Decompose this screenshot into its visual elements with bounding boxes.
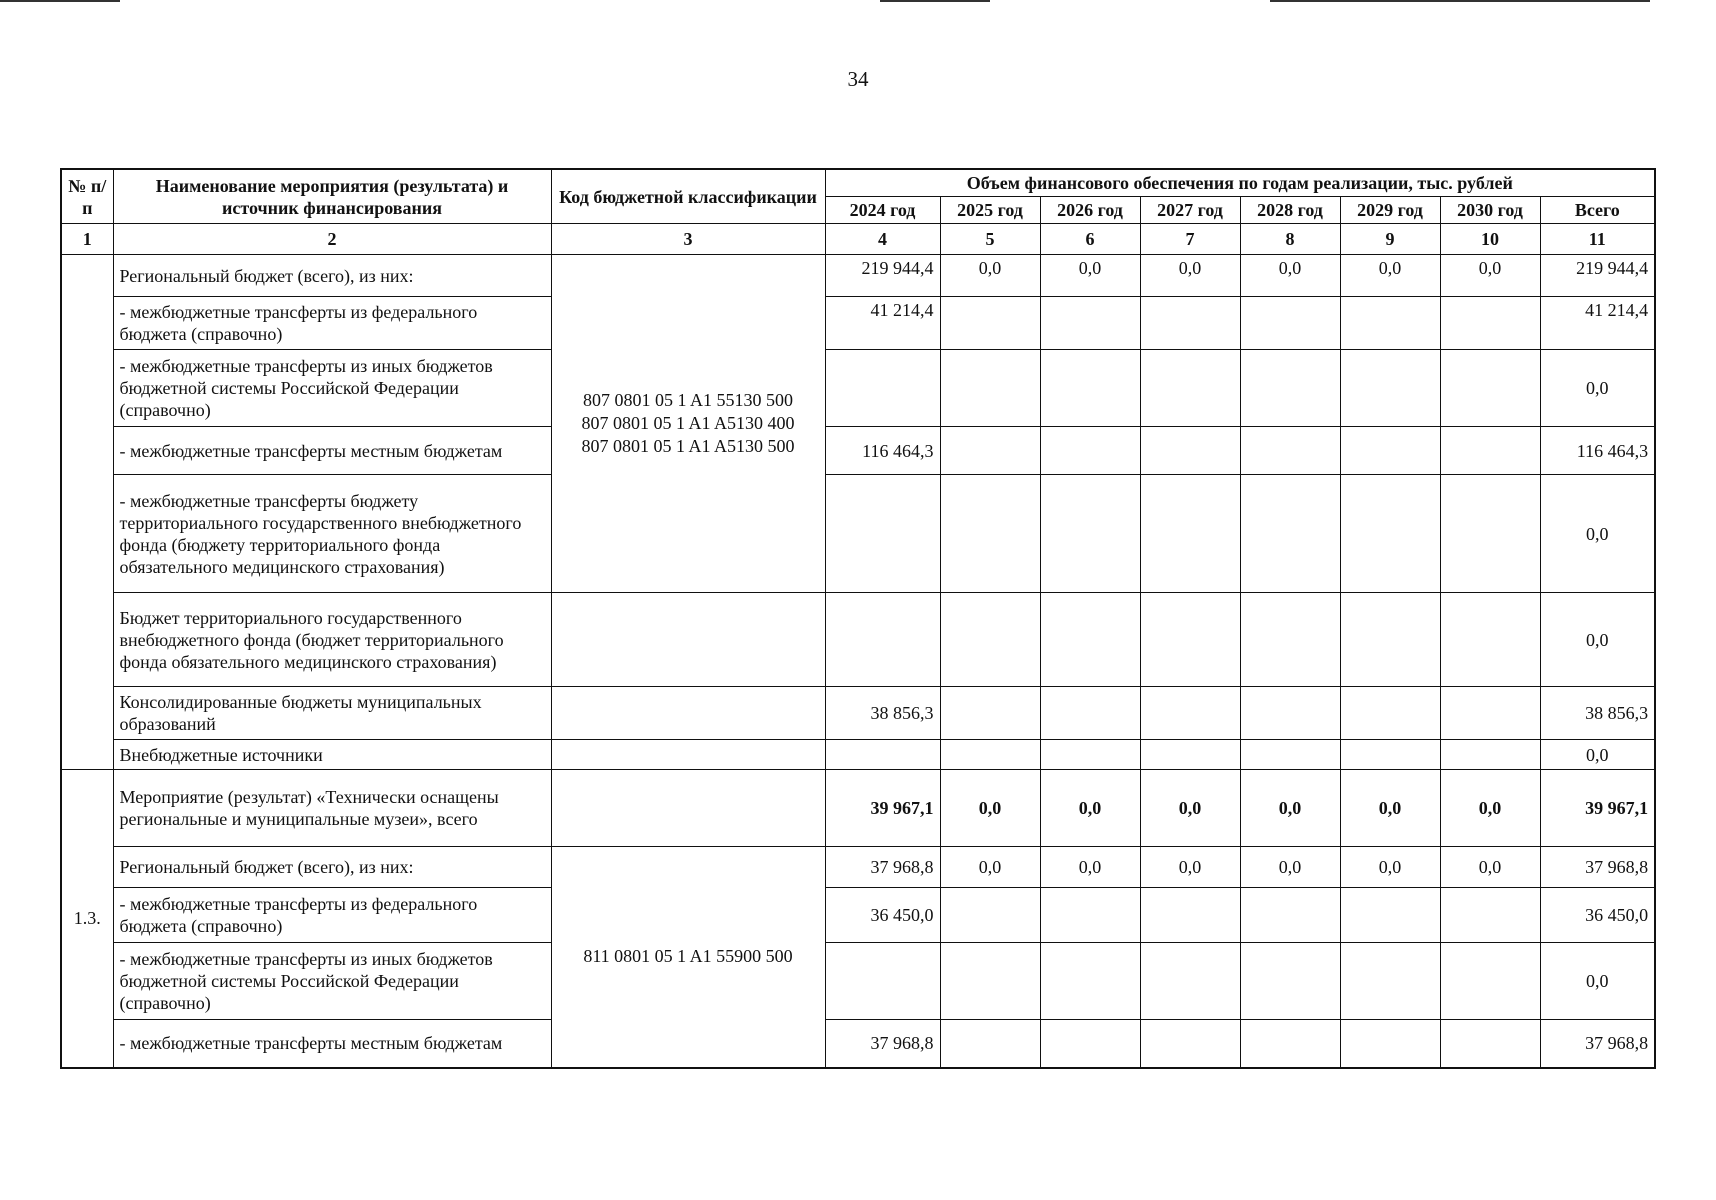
value-cell: 0,0 — [1440, 255, 1540, 297]
value-cell — [1140, 740, 1240, 770]
value-cell: 0,0 — [940, 770, 1040, 847]
code-cell-empty — [551, 593, 825, 687]
table-row — [61, 888, 1655, 943]
code-cell-empty — [551, 740, 825, 770]
value-cell — [940, 740, 1040, 770]
value-cell — [1240, 475, 1340, 593]
value-cell: 37 968,8 — [825, 1020, 940, 1068]
value-cell — [940, 888, 1040, 943]
table-row — [61, 297, 1655, 350]
column-index: 6 — [1040, 224, 1140, 255]
budget-table — [60, 168, 1656, 1069]
value-cell — [825, 943, 940, 1020]
value-cell — [1240, 593, 1340, 687]
value-cell: 0,0 — [1340, 770, 1440, 847]
value-cell — [1440, 943, 1540, 1020]
value-cell — [1140, 687, 1240, 740]
header-total: Всего — [1540, 197, 1655, 224]
row-name: Бюджет территориального государственного внебюджетного фонда (бюджет территориального фонда обязательного медицинского страхования) — [113, 593, 551, 687]
value-cell — [940, 943, 1040, 1020]
value-cell: 0,0 — [1440, 770, 1540, 847]
header-no: № п/п — [61, 169, 113, 224]
column-index: 7 — [1140, 224, 1240, 255]
value-cell: 0,0 — [1340, 847, 1440, 888]
value-cell: 0,0 — [1140, 770, 1240, 847]
header-code: Код бюджетной классификации — [551, 169, 825, 224]
budget-code: 811 0801 05 1 A1 55900 500 — [551, 847, 825, 1068]
row-name: - межбюджетные трансферты местным бюджетам — [113, 1020, 551, 1068]
value-cell — [1140, 350, 1240, 427]
value-cell — [1040, 475, 1140, 593]
value-cell — [1140, 943, 1240, 1020]
value-cell — [1340, 475, 1440, 593]
table-header — [61, 169, 1655, 255]
table-row — [61, 1020, 1655, 1068]
row-name: - межбюджетные трансферты из иных бюджетов бюджетной системы Российской Федерации (справочно) — [113, 943, 551, 1020]
column-index: 10 — [1440, 224, 1540, 255]
value-cell — [940, 1020, 1040, 1068]
value-cell: 0,0 — [940, 847, 1040, 888]
value-cell — [1040, 297, 1140, 350]
value-cell — [1340, 740, 1440, 770]
value-cell — [1340, 427, 1440, 475]
value-cell — [825, 350, 940, 427]
scan-edge-right — [1270, 0, 1650, 2]
value-cell — [940, 687, 1040, 740]
value-cell: 37 968,8 — [825, 847, 940, 888]
value-cell: 0,0 — [1040, 255, 1140, 297]
row-number-empty — [61, 255, 113, 770]
value-cell: 0,0 — [1340, 255, 1440, 297]
column-index: 1 — [61, 224, 113, 255]
total-cell: 38 856,3 — [1540, 687, 1655, 740]
row-name: - межбюджетные трансферты местным бюджетам — [113, 427, 551, 475]
value-cell — [1140, 593, 1240, 687]
value-cell — [940, 475, 1040, 593]
value-cell: 0,0 — [1140, 255, 1240, 297]
value-cell: 0,0 — [1240, 770, 1340, 847]
total-cell: 41 214,4 — [1540, 297, 1655, 350]
value-cell — [1140, 427, 1240, 475]
table-row — [61, 475, 1655, 593]
value-cell — [940, 427, 1040, 475]
value-cell: 0,0 — [1140, 847, 1240, 888]
value-cell — [1040, 943, 1140, 1020]
value-cell: 0,0 — [1040, 770, 1140, 847]
value-cell — [1140, 297, 1240, 350]
value-cell — [1440, 427, 1540, 475]
value-cell: 0,0 — [1440, 847, 1540, 888]
value-cell — [1340, 943, 1440, 1020]
value-cell — [1240, 297, 1340, 350]
header-volume: Объем финансового обеспечения по годам реализации, тыс. рублей — [825, 169, 1655, 197]
row-name: Мероприятие (результат) «Технически оснащены региональные и муниципальные музеи», всего — [113, 770, 551, 847]
value-cell — [1040, 888, 1140, 943]
value-cell — [1240, 687, 1340, 740]
value-cell — [1240, 350, 1340, 427]
value-cell — [1340, 1020, 1440, 1068]
value-cell — [825, 740, 940, 770]
table-row — [61, 593, 1655, 687]
row-name: - межбюджетные трансферты из иных бюджетов бюджетной системы Российской Федерации (справочно) — [113, 350, 551, 427]
value-cell — [1340, 888, 1440, 943]
value-cell — [825, 475, 940, 593]
code-cell-empty — [551, 770, 825, 847]
column-index: 2 — [113, 224, 551, 255]
table-row — [61, 943, 1655, 1020]
total-cell: 219 944,4 — [1540, 255, 1655, 297]
row-name: - межбюджетные трансферты бюджету территориального государственного внебюджетного фонда (бюджету территориального фонда обязательного медицинского страхования) — [113, 475, 551, 593]
value-cell — [825, 593, 940, 687]
value-cell — [1040, 687, 1140, 740]
value-cell — [1340, 297, 1440, 350]
row-name: Внебюджетные источники — [113, 740, 551, 770]
total-cell: 37 968,8 — [1540, 847, 1655, 888]
scan-edge-left — [0, 0, 120, 2]
column-index: 9 — [1340, 224, 1440, 255]
value-cell — [1440, 888, 1540, 943]
total-cell: 37 968,8 — [1540, 1020, 1655, 1068]
table-row — [61, 740, 1655, 770]
header-year: 2028 год — [1240, 197, 1340, 224]
code-cell-empty — [551, 687, 825, 740]
row-name: Региональный бюджет (всего), из них: — [113, 847, 551, 888]
table-row — [61, 687, 1655, 740]
value-cell — [1440, 297, 1540, 350]
header-year: 2030 год — [1440, 197, 1540, 224]
value-cell: 38 856,3 — [825, 687, 940, 740]
row-name: - межбюджетные трансферты из федерального бюджета (справочно) — [113, 297, 551, 350]
value-cell — [1240, 427, 1340, 475]
value-cell — [1340, 593, 1440, 687]
value-cell — [1440, 593, 1540, 687]
value-cell — [1040, 593, 1140, 687]
total-cell: 0,0 — [1540, 593, 1655, 687]
value-cell — [940, 297, 1040, 350]
value-cell — [1240, 943, 1340, 1020]
table-row — [61, 255, 1655, 297]
column-index: 5 — [940, 224, 1040, 255]
page-number: 34 — [847, 67, 869, 91]
value-cell — [1440, 350, 1540, 427]
budget-code-cell — [551, 255, 825, 593]
row-name: Консолидированные бюджеты муниципальных образований — [113, 687, 551, 740]
value-cell — [1140, 475, 1240, 593]
value-cell — [1340, 350, 1440, 427]
total-cell: 36 450,0 — [1540, 888, 1655, 943]
value-cell — [1040, 350, 1140, 427]
header-year: 2025 год — [940, 197, 1040, 224]
row-number: 1.3. — [61, 770, 113, 1068]
value-cell: 39 967,1 — [825, 770, 940, 847]
scan-edge-mid — [880, 0, 990, 2]
budget-code: 807 0801 05 1 A1 A5130 500 — [581, 436, 795, 456]
value-cell — [1440, 1020, 1540, 1068]
budget-code: 807 0801 05 1 A1 55130 500 — [582, 390, 793, 410]
column-index: 8 — [1240, 224, 1340, 255]
value-cell: 0,0 — [1040, 847, 1140, 888]
table-row — [61, 770, 1655, 847]
header-year: 2029 год — [1340, 197, 1440, 224]
value-cell — [1040, 1020, 1140, 1068]
table-row — [61, 427, 1655, 475]
value-cell — [1340, 687, 1440, 740]
value-cell — [1040, 740, 1140, 770]
value-cell — [1440, 475, 1540, 593]
value-cell — [1140, 1020, 1240, 1068]
table-row — [61, 847, 1655, 888]
value-cell: 0,0 — [940, 255, 1040, 297]
value-cell — [1240, 1020, 1340, 1068]
value-cell — [940, 593, 1040, 687]
budget-code: 807 0801 05 1 A1 A5130 400 — [581, 413, 795, 433]
value-cell: 116 464,3 — [825, 427, 940, 475]
total-cell: 116 464,3 — [1540, 427, 1655, 475]
value-cell: 0,0 — [1240, 847, 1340, 888]
total-cell: 0,0 — [1540, 943, 1655, 1020]
row-name: - межбюджетные трансферты из федерального бюджета (справочно) — [113, 888, 551, 943]
value-cell — [1240, 740, 1340, 770]
value-cell: 41 214,4 — [825, 297, 940, 350]
header-year: 2027 год — [1140, 197, 1240, 224]
value-cell — [940, 350, 1040, 427]
header-year: 2024 год — [825, 197, 940, 224]
value-cell — [1240, 888, 1340, 943]
value-cell — [1440, 740, 1540, 770]
value-cell: 0,0 — [1240, 255, 1340, 297]
header-name: Наименование мероприятия (результата) и источник финансирования — [113, 169, 551, 224]
value-cell — [1140, 888, 1240, 943]
value-cell — [1040, 427, 1140, 475]
value-cell: 36 450,0 — [825, 888, 940, 943]
table-row — [61, 350, 1655, 427]
column-index: 3 — [551, 224, 825, 255]
total-cell: 0,0 — [1540, 475, 1655, 593]
header-year: 2026 год — [1040, 197, 1140, 224]
column-index: 11 — [1540, 224, 1655, 255]
column-index-row — [61, 224, 1655, 255]
value-cell: 219 944,4 — [825, 255, 940, 297]
column-index: 4 — [825, 224, 940, 255]
value-cell — [1440, 687, 1540, 740]
total-cell: 39 967,1 — [1540, 770, 1655, 847]
total-cell: 0,0 — [1540, 350, 1655, 427]
total-cell: 0,0 — [1540, 740, 1655, 770]
row-name: Региональный бюджет (всего), из них: — [113, 255, 551, 297]
